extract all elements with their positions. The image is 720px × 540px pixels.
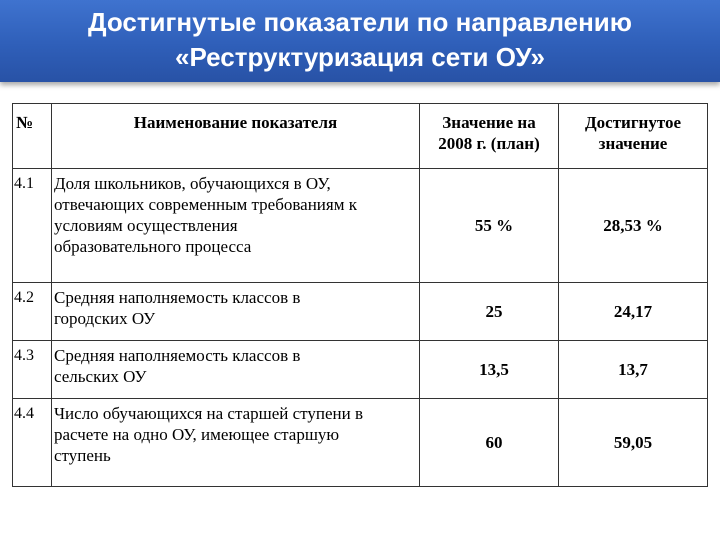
name-line: условиям осуществления xyxy=(54,216,238,235)
row-indicator-name xyxy=(52,169,420,283)
header-indicator-name: Наименование показателя xyxy=(52,104,420,169)
header-plan-line-2: 2008 г. (план) xyxy=(438,134,540,153)
header-fact-line-2: значение xyxy=(598,134,668,153)
header-plan-line-1: Значение на xyxy=(442,113,536,132)
row-plan-value: 60 xyxy=(420,399,559,487)
name-line: сельских ОУ xyxy=(54,367,147,386)
row-indicator-name xyxy=(52,283,420,341)
page-title-line-1: Достигнутые показатели по направлению xyxy=(87,7,632,37)
table-row xyxy=(13,283,708,341)
header-achieved-value xyxy=(559,104,708,169)
row-number: 4.2 xyxy=(13,283,52,341)
indicators-table xyxy=(12,103,708,487)
header-number: № xyxy=(13,104,52,169)
row-indicator-name xyxy=(52,399,420,487)
row-achieved-value: 59,05 xyxy=(559,399,708,487)
name-line: Число обучающихся на старшей ступени в xyxy=(54,404,364,423)
table-row xyxy=(13,399,708,487)
name-line: расчете на одно ОУ, имеющее старшую xyxy=(54,425,340,444)
table-header-row xyxy=(13,104,708,169)
row-number: 4.4 xyxy=(13,399,52,487)
table-row xyxy=(13,169,708,283)
page-title-line-2: «Реструктуризация сети ОУ» xyxy=(175,42,545,72)
header-fact-line-1: Достигнутое xyxy=(584,113,682,132)
name-line: отвечающих современным требованиям к xyxy=(54,195,357,214)
row-number: 4.3 xyxy=(13,341,52,399)
row-plan-value: 25 xyxy=(420,283,559,341)
indicators-table-container xyxy=(12,103,707,488)
header-plan-value xyxy=(420,104,559,169)
row-achieved-value: 28,53 % xyxy=(559,169,708,283)
row-number: 4.1 xyxy=(13,169,52,283)
name-line: городских ОУ xyxy=(54,309,156,328)
title-bar xyxy=(0,0,720,82)
name-line: Доля школьников, обучающихся в ОУ, xyxy=(54,174,331,193)
row-plan-value: 13,5 xyxy=(420,341,559,399)
name-line: Средняя наполняемость классов в xyxy=(54,288,301,307)
row-achieved-value: 24,17 xyxy=(559,283,708,341)
name-line: Средняя наполняемость классов в xyxy=(54,346,301,365)
row-plan-value: 55 % xyxy=(420,169,559,283)
row-indicator-name xyxy=(52,341,420,399)
table-row xyxy=(13,341,708,399)
name-line: ступень xyxy=(54,446,111,465)
row-achieved-value: 13,7 xyxy=(559,341,708,399)
name-line: образовательного процесса xyxy=(54,237,252,256)
